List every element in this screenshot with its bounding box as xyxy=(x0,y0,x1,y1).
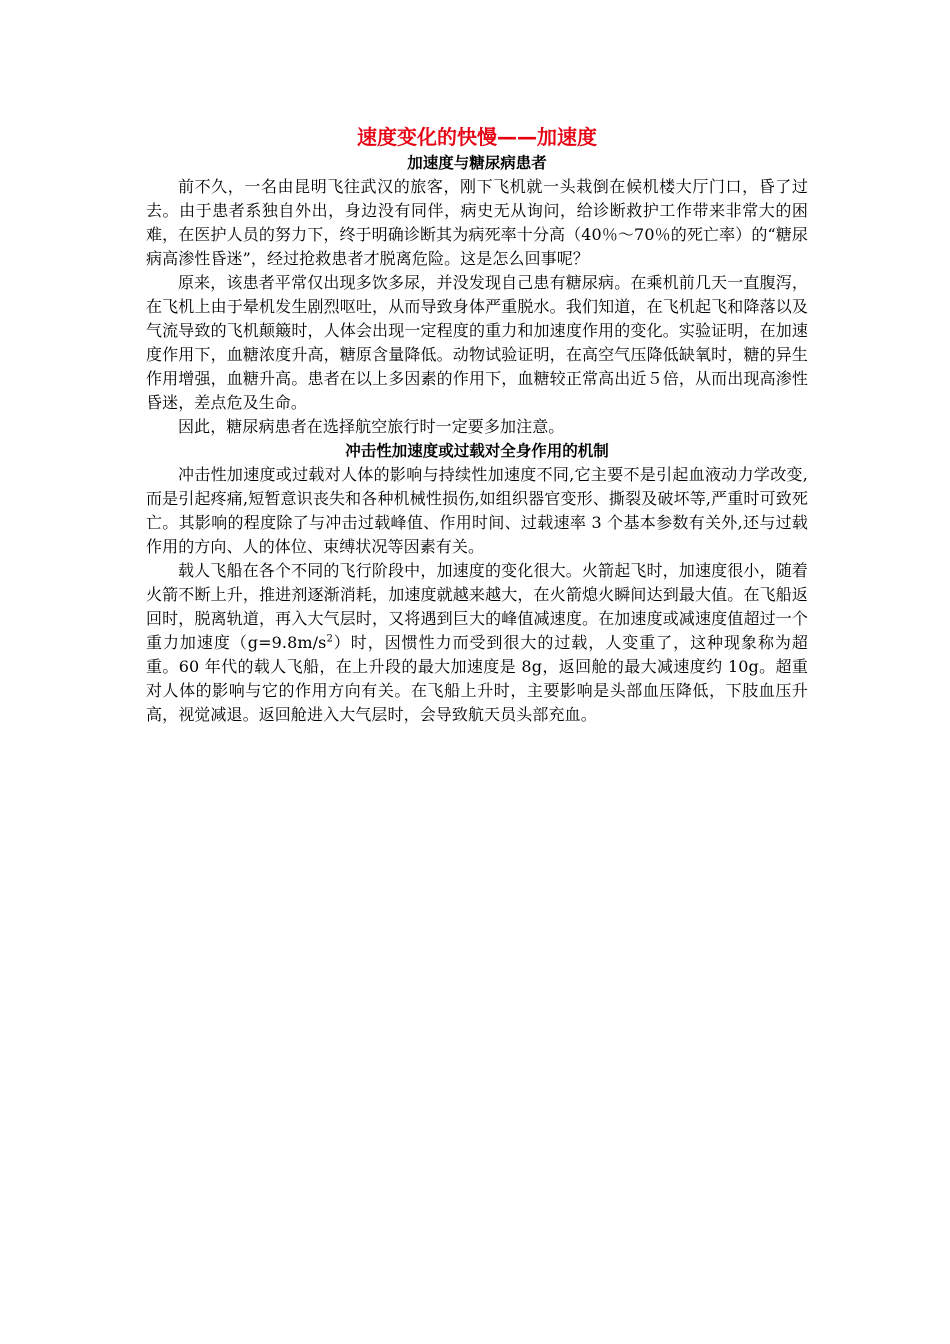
paragraph: 因此，糖尿病患者在选择航空旅行时一定要多加注意。 xyxy=(178,417,565,436)
paragraph-text-part: 载人飞船在各个不同的飞行阶段中，加速度的变化很大。火箭起飞时，加速度很小，随着火箭不断上升，推进剂逐渐消耗，加速度就越来越大，在火箭熄火瞬间达到最大值。在飞船返回时，脱离轨道，再入大气层时，又将遇到巨大的峰值减速度。在加速度或减速度值超过一个重力加速度（g=9.8m/s xyxy=(146,561,808,652)
superscript: 2 xyxy=(326,633,333,645)
paragraph-text-part: ）时，因惯性力而受到很大的过载，人变重了，这种现象称为超重。60 年代的载人飞船，在上升段的最大加速度是 8g，返回舱的最大减速度约 10g。超重对人体的影响与它的作用方向有关。在飞船上升时，主要影响是头部血压降低，下肢血压升高，视觉减退。返回舱进入大气层时，会导致航天员头部充血。 xyxy=(146,633,808,724)
section-heading-impact-acceleration: 冲击性加速度或过载对全身作用的机制 xyxy=(345,442,609,460)
section-heading-diabetes: 加速度与糖尿病患者 xyxy=(407,154,547,172)
document-title: 速度变化的快慢——加速度 xyxy=(357,125,597,149)
paragraph: 冲击性加速度或过载对人体的影响与持续性加速度不同,它主要不是引起血液动力学改变,而是引起疼痛,短暂意识丧失和各种机械性损伤,如组织器官变形、撕裂及破坏等,严重时可致死亡。其影响的程度除了与冲击过载峰值、作用时间、过载速率 3 个基本参数有关外,还与过载作用的方向、人的体位、束缚状况等因素有关。 xyxy=(146,465,808,556)
paragraph: 前不久，一名由昆明飞往武汉的旅客，刚下飞机就一头栽倒在候机楼大厅门口，昏了过去。由于患者系独自外出，身边没有同伴，病史无从询问，给诊断救护工作带来非常大的困难，在医护人员的努力下，终于明确诊断其为病死率十分高（40％～70％的死亡率）的“糖尿病高渗性昏迷”，经过抢救患者才脱离危险。这是怎么回事呢？ xyxy=(146,177,808,268)
document-body xyxy=(146,123,808,727)
paragraph-spacecraft xyxy=(146,559,808,727)
paragraph: 原来，该患者平常仅出现多饮多尿，并没发现自己患有糖尿病。在乘机前几天一直腹泻，在飞机上由于晕机发生剧烈呕吐，从而导致身体严重脱水。我们知道，在飞机起飞和降落以及气流导致的飞机颠簸时，人体会出现一定程度的重力和加速度作用的变化。实验证明，在加速度作用下，血糖浓度升高，糖原含量降低。动物试验证明，在高空气压降低缺氧时，糖的异生作用增强，血糖升高。患者在以上多因素的作用下，血糖较正常高出近５倍，从而出现高渗性昏迷，差点危及生命。 xyxy=(146,273,808,412)
